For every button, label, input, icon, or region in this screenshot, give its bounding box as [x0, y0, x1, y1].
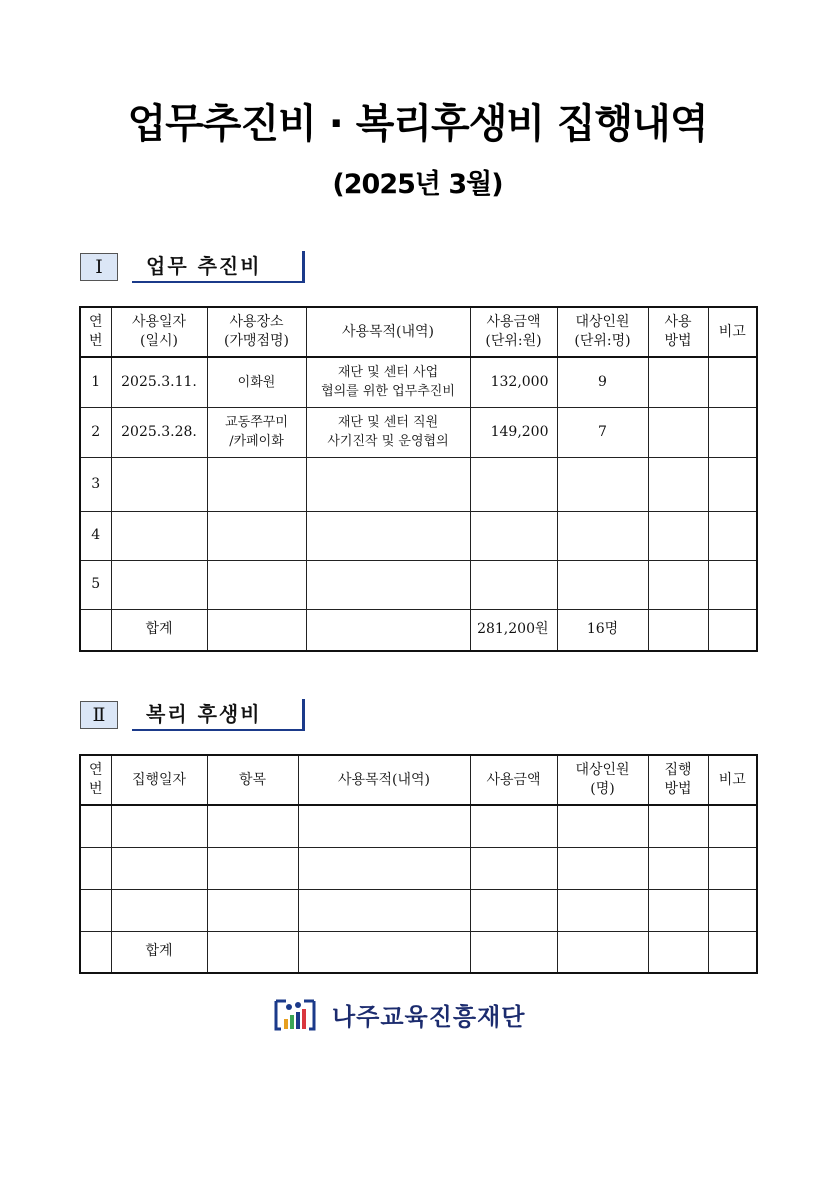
header-item: 항목 [207, 755, 298, 805]
cell-no: 3 [80, 457, 111, 511]
cell-people: 9 [557, 357, 648, 407]
table-row [80, 805, 757, 847]
header-people: 대상인원 (단위:명) [557, 307, 648, 357]
cell-no: 2 [80, 407, 111, 457]
cell-date: 2025.3.11. [111, 357, 207, 407]
cell-note [708, 407, 757, 457]
table-row [80, 889, 757, 931]
section2-number: Ⅱ [80, 701, 118, 729]
header-purpose: 사용목적(내역) [298, 755, 470, 805]
foundation-name: 나주교육진흥재단 [332, 1003, 526, 1031]
cell-date: 2025.3.28. [111, 407, 207, 457]
cell-no: 4 [80, 511, 111, 560]
section1-number: Ⅰ [80, 253, 118, 281]
header-purpose: 사용목적(내역) [306, 307, 470, 357]
header-people: 대상인원 (명) [557, 755, 648, 805]
cell-people: 7 [557, 407, 648, 457]
total-people: 16명 [557, 609, 648, 651]
total-amount: 281,200원 [470, 609, 557, 651]
table-row [80, 457, 757, 511]
table-header-row [80, 755, 757, 805]
table-total-row [80, 931, 757, 973]
cell-purpose: 재단 및 센터 직원 사기진작 및 운영협의 [306, 407, 470, 457]
cell-no: 5 [80, 560, 111, 609]
header-method: 집행 방법 [648, 755, 708, 805]
header-no: 연 번 [80, 307, 111, 357]
table-row [80, 511, 757, 560]
cell-method [648, 357, 708, 407]
header-date: 집행일자 [111, 755, 207, 805]
table-header-row [80, 307, 757, 357]
table-row [80, 357, 757, 407]
cell-amount: 149,200 [470, 407, 557, 457]
total-label: 합계 [111, 609, 207, 651]
total-label: 합계 [111, 931, 207, 973]
cell-purpose: 재단 및 센터 사업 협의를 위한 업무추진비 [306, 357, 470, 407]
foundation-logo-icon [272, 995, 318, 1035]
header-no: 연 번 [80, 755, 111, 805]
cell-method [648, 407, 708, 457]
welfare-expense-table [79, 754, 758, 974]
section1-title: 업무 추진비 [132, 251, 305, 283]
cell-place: 교동쭈꾸미 /카페이화 [207, 407, 306, 457]
header-date: 사용일자 (일시) [111, 307, 207, 357]
header-amount: 사용금액 (단위:원) [470, 307, 557, 357]
cell-amount: 132,000 [470, 357, 557, 407]
cell-no: 1 [80, 357, 111, 407]
section2-title: 복리 후생비 [132, 699, 305, 731]
page-subtitle: (2025년 3월) [332, 169, 503, 200]
cell-note [708, 357, 757, 407]
business-expense-table [79, 306, 758, 652]
page-title: 업무추진비 · 복리후생비 집행내역 [127, 101, 708, 147]
table-total-row [80, 609, 757, 651]
header-note: 비고 [708, 755, 757, 805]
header-note: 비고 [708, 307, 757, 357]
foundation-logo [272, 995, 562, 1035]
header-method: 사용 방법 [648, 307, 708, 357]
header-place: 사용장소 (가맹점명) [207, 307, 306, 357]
cell-place: 이화원 [207, 357, 306, 407]
table-row [80, 847, 757, 889]
table-row [80, 407, 757, 457]
header-amount: 사용금액 [470, 755, 557, 805]
table-row [80, 560, 757, 609]
